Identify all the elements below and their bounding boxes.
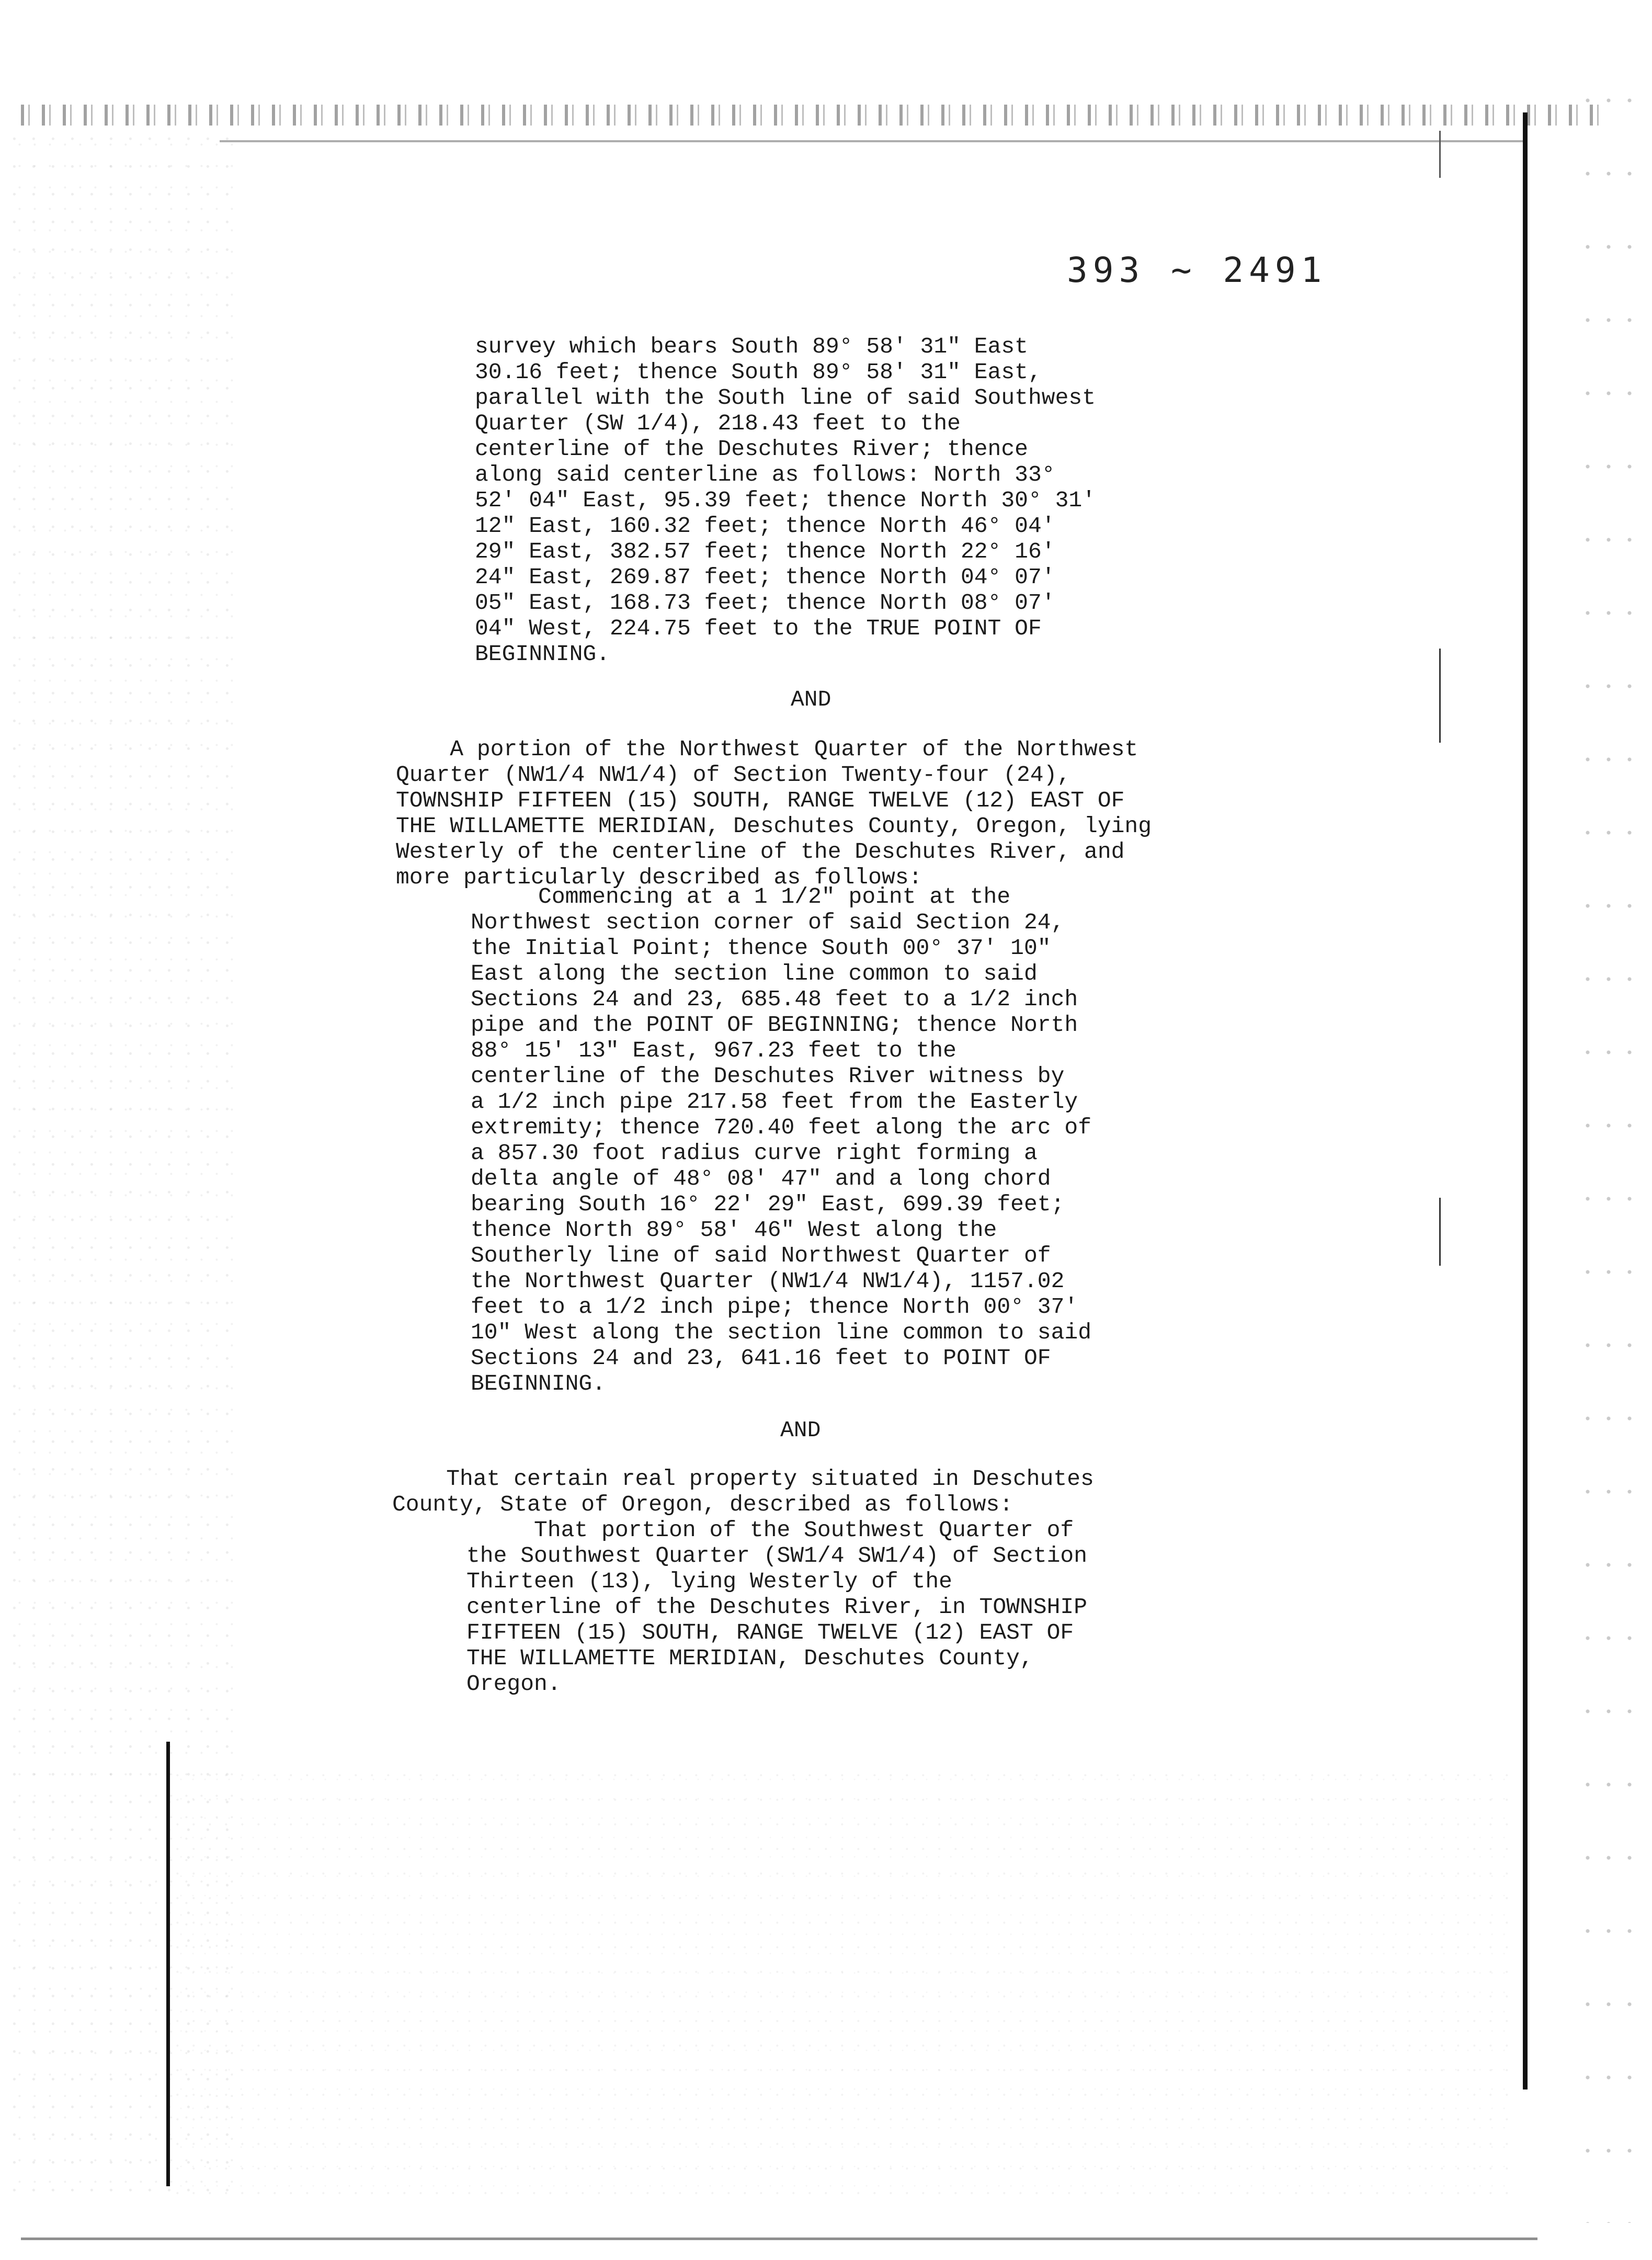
scan-top-rule <box>220 140 1527 142</box>
text-line: THE WILLAMETTE MERIDIAN, Deschutes County, Oregon, lying <box>396 813 1152 839</box>
text-line: 24" East, 269.87 feet; thence North 04° 07' <box>475 564 1055 590</box>
text-line: 29" East, 382.57 feet; thence North 22° 16' <box>475 539 1055 564</box>
margin-mark <box>1439 649 1441 743</box>
text-line: delta angle of 48° 08' 47" and a long chord <box>471 1166 1051 1191</box>
text-line: A portion of the Northwest Quarter of the Northwest <box>396 736 1138 762</box>
text-line: centerline of the Deschutes River, in TOWNSHIP <box>466 1594 1087 1620</box>
text-line: the Initial Point; thence South 00° 37' 10" <box>471 935 1051 961</box>
text-line: survey which bears South 89° 58' 31" East <box>475 334 1028 359</box>
margin-mark <box>1439 1198 1441 1266</box>
right-border-rule <box>1523 112 1528 2089</box>
text-line: more particularly described as follows: <box>396 865 922 890</box>
text-line: 05" East, 168.73 feet; thence North 08° 07' <box>475 590 1055 616</box>
text-line: FIFTEEN (15) SOUTH, RANGE TWELVE (12) EAST OF <box>466 1620 1074 1645</box>
paragraph-nw-quarter-intro <box>396 736 1152 890</box>
scan-noise-top <box>21 105 1611 126</box>
paragraph-property-intro <box>392 1466 1094 1517</box>
left-border-rule <box>166 1742 170 2186</box>
scan-noise-right <box>1579 78 1642 2223</box>
paragraph-nw-quarter-description <box>471 884 1091 1396</box>
page-number: 393 ~ 2491 <box>1067 250 1327 290</box>
text-line: 30.16 feet; thence South 89° 58' 31" East, <box>475 359 1042 385</box>
paragraph-sw-quarter-description <box>466 1517 1087 1697</box>
text-line: Southerly line of said Northwest Quarter of <box>471 1243 1051 1268</box>
text-line: Thirteen (13), lying Westerly of the <box>466 1569 952 1594</box>
text-line: pipe and the POINT OF BEGINNING; thence North <box>471 1012 1078 1038</box>
text-line: the Southwest Quarter (SW1/4 SW1/4) of Section <box>466 1543 1087 1569</box>
text-line: a 1/2 inch pipe 217.58 feet from the Easterly <box>471 1089 1078 1115</box>
text-line: Commencing at a 1 1/2" point at the <box>471 884 1011 910</box>
separator-and: AND <box>791 687 831 712</box>
scan-noise-bottom <box>173 1768 1511 2197</box>
text-line: Sections 24 and 23, 685.48 feet to a 1/2 inch <box>471 986 1078 1012</box>
text-line: 10" West along the section line common to said <box>471 1320 1091 1345</box>
text-line: Quarter (NW1/4 NW1/4) of Section Twenty-four (24), <box>396 762 1071 788</box>
text-line: the Northwest Quarter (NW1/4 NW1/4), 1157.02 <box>471 1268 1065 1294</box>
text-line: Oregon. <box>466 1671 561 1697</box>
text-line: County, State of Oregon, described as follows: <box>392 1492 1013 1517</box>
text-line: 88° 15' 13" East, 967.23 feet to the <box>471 1038 956 1063</box>
text-line: East along the section line common to said <box>471 961 1038 986</box>
text-line: centerline of the Deschutes River; thence <box>475 436 1028 462</box>
margin-mark <box>1439 131 1441 178</box>
text-line: BEGINNING. <box>475 641 610 667</box>
text-line: That certain real property situated in Deschutes <box>392 1466 1094 1492</box>
text-line: 04" West, 224.75 feet to the TRUE POINT OF <box>475 616 1042 641</box>
text-line: TOWNSHIP FIFTEEN (15) SOUTH, RANGE TWELVE (12) EAST OF <box>396 788 1125 813</box>
text-line: That portion of the Southwest Quarter of <box>466 1517 1074 1543</box>
text-line: BEGINNING. <box>471 1371 606 1396</box>
text-line: bearing South 16° 22' 29" East, 699.39 feet; <box>471 1191 1065 1217</box>
text-line: thence North 89° 58' 46" West along the <box>471 1217 997 1243</box>
text-line: a 857.30 foot radius curve right forming a <box>471 1140 1038 1166</box>
text-line: Northwest section corner of said Section 24, <box>471 910 1065 935</box>
text-line: Sections 24 and 23, 641.16 feet to POINT OF <box>471 1345 1051 1371</box>
text-line: parallel with the South line of said Southwest <box>475 385 1096 411</box>
text-line: along said centerline as follows: North 33° <box>475 462 1055 487</box>
separator-and: AND <box>780 1417 821 1443</box>
text-line: Westerly of the centerline of the Deschutes River, and <box>396 839 1125 865</box>
text-line: Quarter (SW 1/4), 218.43 feet to the <box>475 411 961 436</box>
scan-bottom-rule <box>21 2238 1537 2240</box>
text-line: extremity; thence 720.40 feet along the arc of <box>471 1115 1091 1140</box>
text-line: centerline of the Deschutes River witness by <box>471 1063 1065 1089</box>
text-line: feet to a 1/2 inch pipe; thence North 00° 37' <box>471 1294 1078 1320</box>
paragraph-survey-continuation <box>475 334 1096 667</box>
text-line: THE WILLAMETTE MERIDIAN, Deschutes County, <box>466 1645 1033 1671</box>
text-line: 12" East, 160.32 feet; thence North 46° 04' <box>475 513 1055 539</box>
text-line: 52' 04" East, 95.39 feet; thence North 30° 31' <box>475 487 1096 513</box>
